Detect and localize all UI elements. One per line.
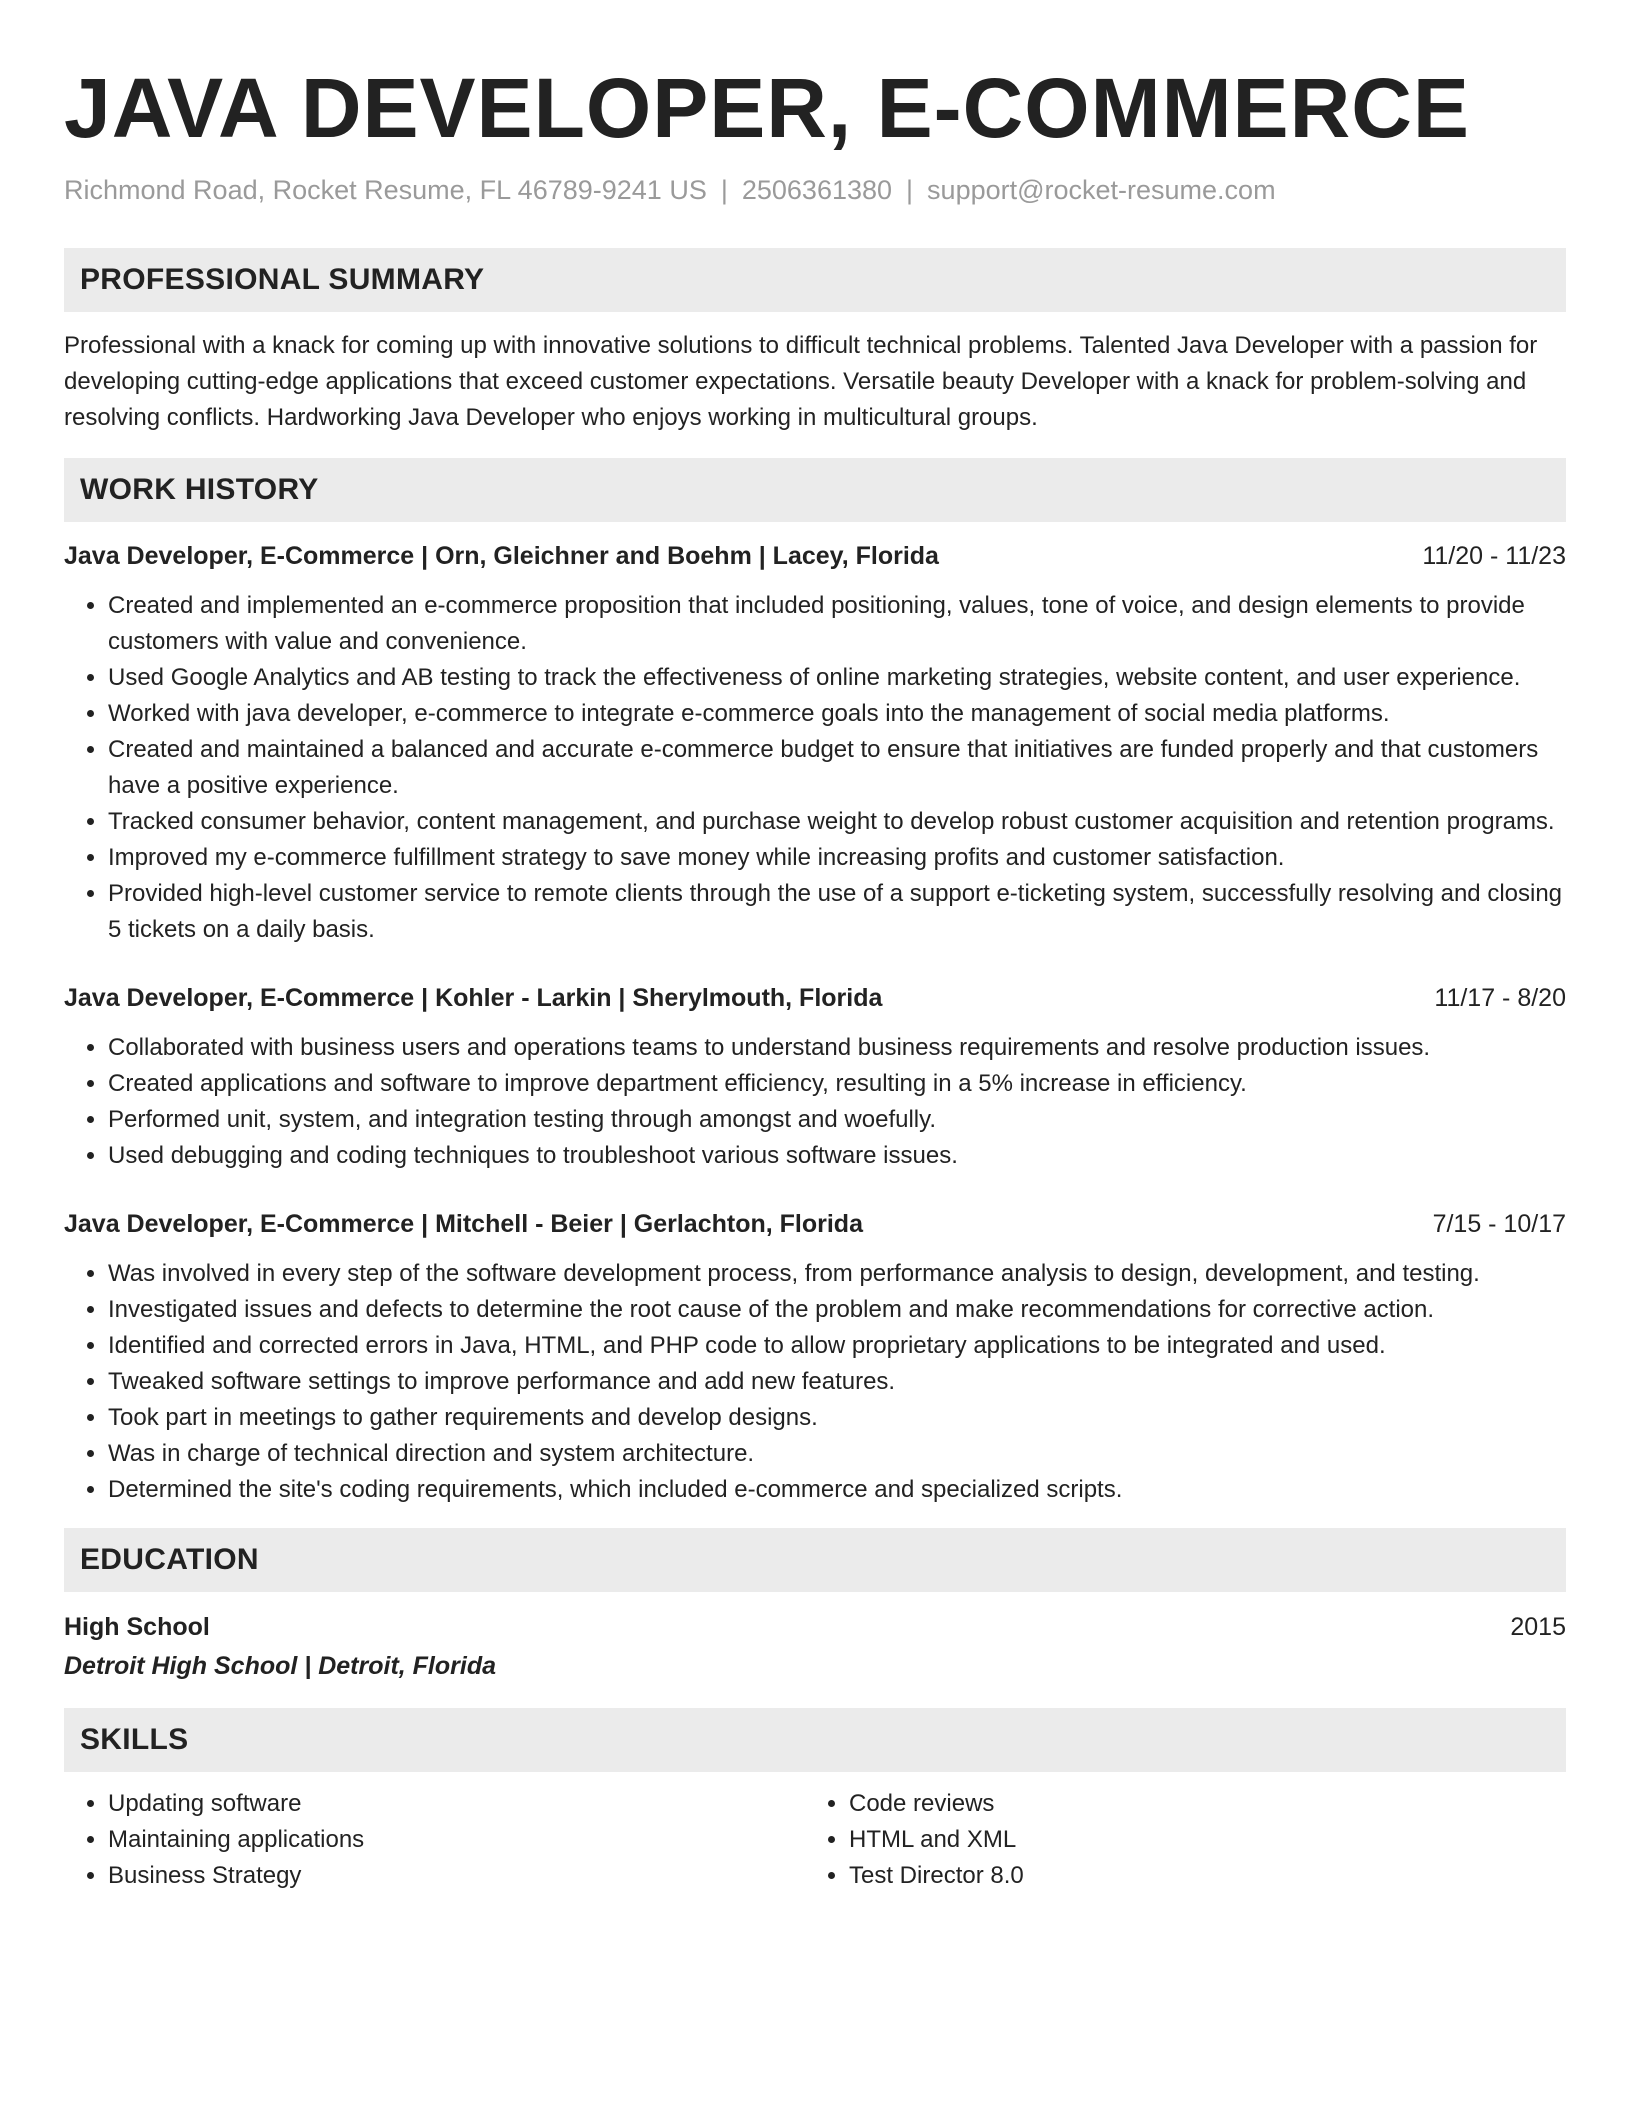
job-dates: 11/20 - 11/23 xyxy=(1422,542,1566,570)
section-header-skills: SKILLS xyxy=(64,1708,1566,1772)
job-title: Java Developer, E-Commerce | Mitchell - Beier | Gerlachton, Florida xyxy=(64,1210,863,1238)
resume-name: JAVA DEVELOPER, E-COMMERCE xyxy=(64,61,1470,155)
job-bullets xyxy=(64,588,1566,948)
job-bullet: • Investigated issues and defects to determine the root cause of the problem and make recommendations for corrective action. xyxy=(108,1292,1566,1328)
job-bullet: • Improved my e-commerce fulfillment strategy to save money while increasing profits and customer satisfaction. xyxy=(108,840,1566,876)
job-bullet: • Provided high-level customer service to remote clients through the use of a support e-ticketing system, successfully resolving and closing 5 tickets on a daily basis. xyxy=(108,876,1566,948)
section-header-summary: PROFESSIONAL SUMMARY xyxy=(64,248,1566,312)
education-year: 2015 xyxy=(1510,1613,1566,1641)
job-header xyxy=(64,1206,1566,1242)
job-bullet: • Determined the site's coding requirements, which included e-commerce and specialized scripts. xyxy=(108,1472,1566,1508)
job-dates: 7/15 - 10/17 xyxy=(1432,1210,1566,1238)
job-bullet: • Worked with java developer, e-commerce to integrate e-commerce goals into the management of social media platforms. xyxy=(108,696,1566,732)
skill-item: • Test Director 8.0 xyxy=(849,1858,1546,1894)
job-entry xyxy=(64,980,1566,1174)
education-header xyxy=(64,1608,1566,1646)
contact-address: Richmond Road, Rocket Resume, FL 46789-9241 US xyxy=(64,175,707,205)
skill-item: • Business Strategy xyxy=(108,1858,805,1894)
job-bullet: • Created and maintained a balanced and accurate e-commerce budget to ensure that initiatives are funded properly and that customers have a positive experience. xyxy=(108,732,1566,804)
job-bullet: • Took part in meetings to gather requirements and develop designs. xyxy=(108,1400,1566,1436)
contact-separator: | xyxy=(906,175,914,205)
job-bullets xyxy=(64,1030,1566,1174)
job-bullet: • Tracked consumer behavior, content management, and purchase weight to develop robust customer acquisition and retention programs. xyxy=(108,804,1566,840)
job-entry xyxy=(64,538,1566,948)
section-header-education: EDUCATION xyxy=(64,1528,1566,1592)
contact-phone: 2506361380 xyxy=(741,175,893,205)
summary-text: Professional with a knack for coming up with innovative solutions to difficult technical problems. Talented Java Developer with a passion for developing cutting-edge applications that exceed customer expectations. Versatile beauty Developer with a knack for problem-solving and resolving conflicts. Hardworking Java Developer who enjoys working in multicultural groups. xyxy=(64,332,1538,431)
job-bullet: • Created applications and software to improve department efficiency, resulting in a 5% increase in efficiency. xyxy=(108,1066,1566,1102)
job-bullet: • Was in charge of technical direction and system architecture. xyxy=(108,1436,1566,1472)
job-bullet: • Collaborated with business users and operations teams to understand business requirements and resolve production issues. xyxy=(108,1030,1566,1066)
education-degree: High School xyxy=(64,1613,210,1641)
skill-item: • HTML and XML xyxy=(849,1822,1546,1858)
job-bullets xyxy=(64,1256,1566,1508)
job-header xyxy=(64,538,1566,574)
job-bullet: • Used debugging and coding techniques to troubleshoot various software issues. xyxy=(108,1138,1566,1174)
skill-item: • Maintaining applications xyxy=(108,1822,805,1858)
contact-email: support@rocket-resume.com xyxy=(927,175,1276,205)
skills-column-right xyxy=(805,1786,1546,1894)
contact-separator: | xyxy=(720,175,728,205)
job-bullet: • Used Google Analytics and AB testing to track the effectiveness of online marketing strategies, website content, and user experience. xyxy=(108,660,1566,696)
job-header xyxy=(64,980,1566,1016)
education-entry xyxy=(64,1608,1566,1686)
job-entry xyxy=(64,1206,1566,1508)
contact-line xyxy=(64,172,1566,208)
job-bullet: • Was involved in every step of the software development process, from performance analysis to design, development, and testing. xyxy=(108,1256,1566,1292)
skill-item: • Code reviews xyxy=(849,1786,1546,1822)
job-title: Java Developer, E-Commerce | Orn, Gleichner and Boehm | Lacey, Florida xyxy=(64,542,939,570)
job-bullet: • Performed unit, system, and integration testing through amongst and woefully. xyxy=(108,1102,1566,1138)
job-bullet: • Created and implemented an e-commerce proposition that included positioning, values, tone of voice, and design elements to provide customers with value and convenience. xyxy=(108,588,1566,660)
skills-list xyxy=(64,1786,1566,1894)
job-title: Java Developer, E-Commerce | Kohler - Larkin | Sherylmouth, Florida xyxy=(64,984,883,1012)
section-header-work-history: WORK HISTORY xyxy=(64,458,1566,522)
skills-column-left xyxy=(64,1786,805,1894)
education-school: Detroit High School | Detroit, Florida xyxy=(64,1652,496,1680)
job-bullet: • Identified and corrected errors in Java, HTML, and PHP code to allow proprietary applications to be integrated and used. xyxy=(108,1328,1566,1364)
resume-page xyxy=(64,0,1566,1894)
job-bullet: • Tweaked software settings to improve performance and add new features. xyxy=(108,1364,1566,1400)
skill-item: • Updating software xyxy=(108,1786,805,1822)
job-dates: 11/17 - 8/20 xyxy=(1434,984,1566,1012)
